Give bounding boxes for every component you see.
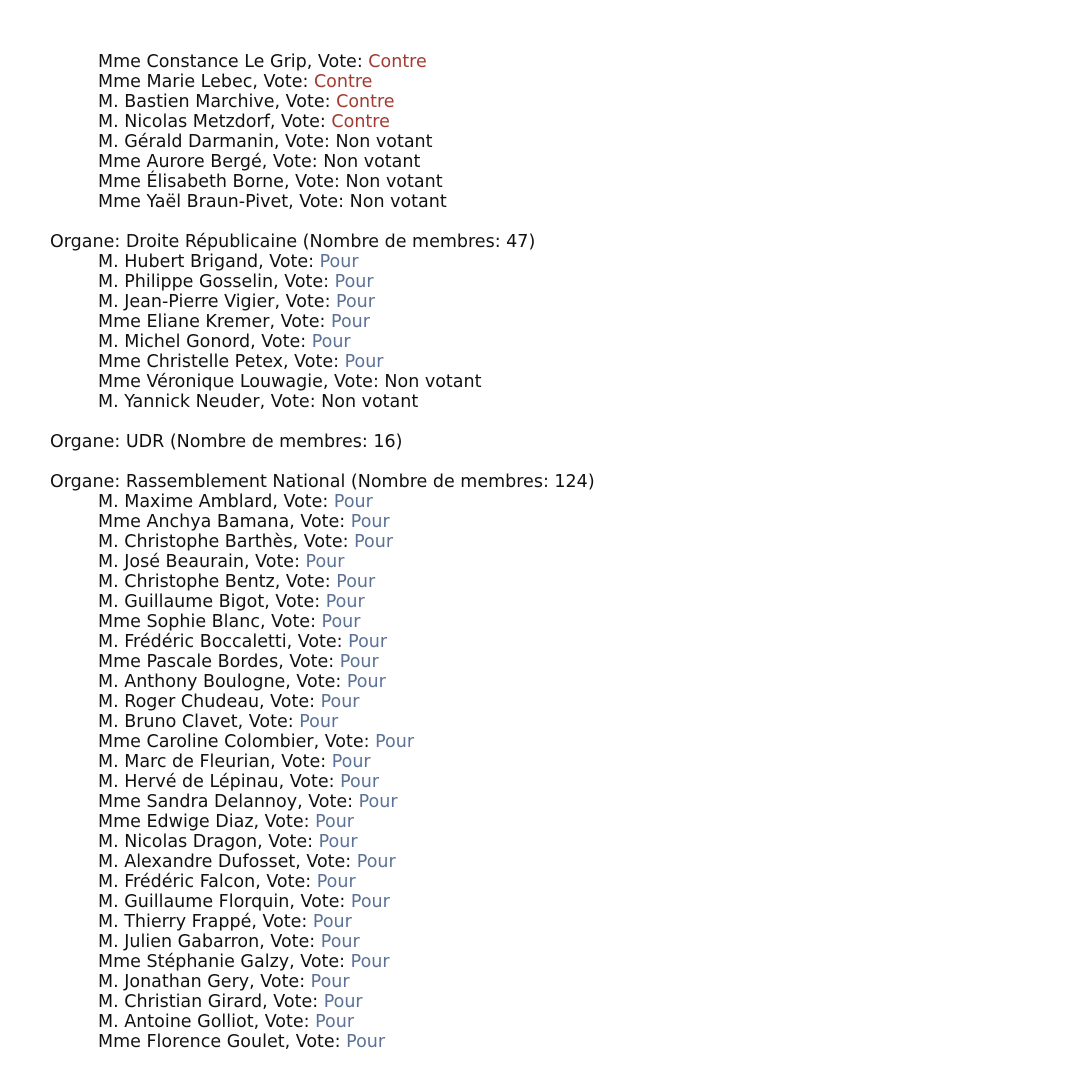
member-vote-row <box>0 372 1080 392</box>
vote-label: , Vote: <box>264 592 326 612</box>
vote-label: , Vote: <box>274 572 337 592</box>
vote-label: , Vote: <box>288 192 350 212</box>
vote-value: Pour <box>323 992 363 1012</box>
member-vote-row <box>0 872 1080 892</box>
vote-value: Pour <box>320 932 360 952</box>
member-name: M. Marc de Fleurian <box>98 752 271 772</box>
member-name: M. Guillaume Florquin <box>98 892 290 912</box>
member-vote-row <box>0 912 1080 932</box>
member-name: Mme Sandra Delannoy <box>98 792 298 812</box>
member-name: Mme Edwige Diaz <box>98 812 254 832</box>
vote-value: Pour <box>356 852 396 872</box>
member-name: M. Nicolas Dragon <box>98 832 258 852</box>
member-vote-row <box>0 852 1080 872</box>
member-vote-row <box>0 332 1080 352</box>
vote-label: , Vote: <box>283 352 345 372</box>
vote-value: Pour <box>315 812 354 832</box>
vote-label: , Vote: <box>251 912 313 932</box>
vote-value: Non votant <box>321 392 419 412</box>
vote-label: , Vote: <box>255 872 317 892</box>
member-name: M. Roger Chudeau <box>98 692 260 712</box>
member-vote-row <box>0 152 1080 172</box>
member-name: M. Bastien Marchive <box>98 92 275 112</box>
member-vote-row <box>0 732 1080 752</box>
member-name: M. Jean-Pierre Vigier <box>98 292 275 312</box>
member-vote-row <box>0 592 1080 612</box>
member-name: M. Thierry Frappé <box>98 912 252 932</box>
vote-value: Contre <box>313 72 373 92</box>
member-count-suffix: ) <box>587 472 595 492</box>
vote-value: Pour <box>318 832 358 852</box>
vote-label: , Vote: <box>249 972 311 992</box>
member-name: Mme Caroline Colombier <box>98 732 314 752</box>
member-name: M. Philippe Gosselin <box>98 272 274 292</box>
member-name: M. Nicolas Metzdorf <box>98 112 270 132</box>
vote-label: , Vote: <box>289 512 351 532</box>
member-vote-row <box>0 272 1080 292</box>
vote-value: Pour <box>340 772 380 792</box>
vote-label: , Vote: <box>306 52 369 72</box>
vote-value: Non votant <box>323 152 421 172</box>
member-vote-row <box>0 532 1080 552</box>
vote-value: Pour <box>331 312 370 332</box>
member-vote-row <box>0 832 1080 852</box>
member-name: Mme Pascale Bordes <box>98 652 279 672</box>
member-vote-row <box>0 192 1080 212</box>
organe-prefix: Organe: <box>50 232 126 252</box>
member-vote-row <box>0 512 1080 532</box>
vote-label: , Vote: <box>283 172 346 192</box>
organe-header <box>0 232 1080 252</box>
vote-value: Contre <box>331 112 390 132</box>
vote-label: , Vote: <box>259 392 322 412</box>
member-name: Mme Yaël Braun-Pivet <box>98 192 289 212</box>
organe-prefix: Organe: <box>50 472 126 492</box>
member-name: M. Christophe Bentz <box>98 572 275 592</box>
vote-label: , Vote: <box>272 492 334 512</box>
vote-value: Pour <box>346 672 386 692</box>
vote-value: Pour <box>358 792 398 812</box>
member-vote-row <box>0 652 1080 672</box>
vote-label: , Vote: <box>269 112 332 132</box>
member-vote-row <box>0 632 1080 652</box>
vote-value: Non votant <box>335 132 433 152</box>
member-name: Mme Aurore Bergé <box>98 152 262 172</box>
vote-value: Pour <box>320 692 360 712</box>
vote-label: , Vote: <box>289 952 351 972</box>
vote-value: Pour <box>336 292 375 312</box>
member-name: Mme Sophie Blanc <box>98 612 260 632</box>
member-name: M. Guillaume Bigot <box>98 592 265 612</box>
member-vote-row <box>0 892 1080 912</box>
vote-label: , Vote: <box>297 792 359 812</box>
vote-value: Pour <box>350 892 390 912</box>
member-vote-row <box>0 692 1080 712</box>
spacer <box>0 412 1080 432</box>
vote-label: , Vote: <box>259 692 321 712</box>
member-name: M. Alexandre Dufosset <box>98 852 296 872</box>
member-name: Mme Constance Le Grip <box>98 52 307 72</box>
member-vote-row <box>0 552 1080 572</box>
vote-value: Pour <box>315 1012 355 1032</box>
vote-value: Contre <box>368 52 427 72</box>
member-name: M. Christophe Barthès <box>98 532 293 552</box>
member-vote-row <box>0 752 1080 772</box>
member-vote-row <box>0 352 1080 372</box>
vote-value: Pour <box>336 572 376 592</box>
vote-label: , Vote: <box>269 312 332 332</box>
member-name: Mme Élisabeth Borne <box>98 172 284 192</box>
vote-value: Pour <box>354 532 394 552</box>
vote-label: , Vote: <box>261 152 324 172</box>
vote-label: , Vote: <box>295 852 357 872</box>
member-vote-row <box>0 992 1080 1012</box>
member-count: 16 <box>373 432 396 452</box>
vote-value: Pour <box>348 632 388 652</box>
organe-prefix: Organe: <box>50 432 126 452</box>
vote-label: , Vote: <box>289 892 351 912</box>
member-vote-row <box>0 672 1080 692</box>
organe-header <box>0 472 1080 492</box>
vote-value: Pour <box>350 512 390 532</box>
member-count-suffix: ) <box>528 232 536 252</box>
member-vote-row <box>0 572 1080 592</box>
member-vote-row <box>0 1012 1080 1032</box>
member-name: M. Hubert Brigand <box>98 252 259 272</box>
vote-label: , Vote: <box>258 252 320 272</box>
vote-value: Non votant <box>345 172 443 192</box>
vote-value: Pour <box>311 332 351 352</box>
vote-label: , Vote: <box>274 92 337 112</box>
member-vote-row <box>0 292 1080 312</box>
member-name: Mme Florence Goulet <box>98 1032 285 1052</box>
vote-value: Contre <box>336 92 395 112</box>
member-name: M. Jonathan Gery <box>98 972 250 992</box>
vote-value: Pour <box>305 552 345 572</box>
vote-value: Pour <box>321 612 361 632</box>
vote-value: Pour <box>375 732 415 752</box>
member-vote-row <box>0 932 1080 952</box>
vote-label: , Vote: <box>292 532 355 552</box>
vote-value: Pour <box>350 952 390 972</box>
member-vote-row <box>0 972 1080 992</box>
vote-label: , Vote: <box>259 932 321 952</box>
member-name: M. Michel Gonord <box>98 332 251 352</box>
vote-label: , Vote: <box>273 132 336 152</box>
organe-name: Rassemblement National <box>125 472 346 492</box>
member-count-prefix: (Nombre de membres: <box>164 432 374 452</box>
vote-label: , Vote: <box>252 72 314 92</box>
vote-label: , Vote: <box>278 652 340 672</box>
member-name: M. Gérald Darmanin <box>98 132 274 152</box>
vote-label: , Vote: <box>278 772 341 792</box>
vote-value: Pour <box>334 272 374 292</box>
vote-label: , Vote: <box>244 552 306 572</box>
member-name: M. Anthony Boulogne <box>98 672 286 692</box>
organe-header <box>0 432 1080 452</box>
vote-label: , Vote: <box>285 672 347 692</box>
member-vote-row <box>0 72 1080 92</box>
member-vote-row <box>0 172 1080 192</box>
vote-label: , Vote: <box>262 992 324 1012</box>
member-name: Mme Anchya Bamana <box>98 512 290 532</box>
member-vote-row <box>0 112 1080 132</box>
member-name: Mme Véronique Louwagie <box>98 372 323 392</box>
spacer <box>0 212 1080 232</box>
spacer <box>0 452 1080 472</box>
vote-value: Pour <box>325 592 365 612</box>
vote-value: Pour <box>344 352 384 372</box>
vote-document <box>0 52 1080 1052</box>
vote-value: Pour <box>310 972 350 992</box>
member-vote-row <box>0 52 1080 72</box>
member-count: 124 <box>554 472 588 492</box>
member-vote-row <box>0 792 1080 812</box>
vote-value: Non votant <box>349 192 447 212</box>
vote-label: , Vote: <box>257 832 319 852</box>
vote-label: , Vote: <box>313 732 376 752</box>
vote-label: , Vote: <box>253 1012 316 1032</box>
vote-value: Pour <box>312 912 352 932</box>
member-count-prefix: (Nombre de membres: <box>345 472 555 492</box>
vote-value: Pour <box>299 712 339 732</box>
member-vote-row <box>0 92 1080 112</box>
member-count-prefix: (Nombre de membres: <box>297 232 507 252</box>
vote-label: , Vote: <box>274 292 337 312</box>
member-name: M. Frédéric Falcon <box>98 872 256 892</box>
member-name: M. Yannick Neuder <box>98 392 260 412</box>
vote-label: , Vote: <box>250 332 312 352</box>
member-vote-row <box>0 312 1080 332</box>
member-name: M. Christian Girard <box>98 992 263 1012</box>
member-vote-row <box>0 712 1080 732</box>
member-vote-row <box>0 612 1080 632</box>
vote-value: Pour <box>339 652 379 672</box>
organe-name: UDR <box>125 432 165 452</box>
vote-label: , Vote: <box>237 712 300 732</box>
member-name: M. Frédéric Boccaletti <box>98 632 287 652</box>
member-vote-row <box>0 492 1080 512</box>
vote-label: , Vote: <box>284 1032 347 1052</box>
vote-value: Pour <box>331 752 371 772</box>
vote-value: Non votant <box>384 372 482 392</box>
member-vote-row <box>0 952 1080 972</box>
member-name: M. Maxime Amblard <box>98 492 273 512</box>
member-name: M. Hervé de Lépinau <box>98 772 279 792</box>
member-vote-row <box>0 812 1080 832</box>
member-name: Mme Stéphanie Galzy <box>98 952 290 972</box>
vote-value: Pour <box>333 492 373 512</box>
member-vote-row <box>0 1032 1080 1052</box>
member-vote-row <box>0 772 1080 792</box>
member-name: Mme Eliane Kremer <box>98 312 270 332</box>
member-name: M. Julien Gabarron <box>98 932 260 952</box>
vote-value: Pour <box>316 872 356 892</box>
vote-label: , Vote: <box>260 612 322 632</box>
member-vote-row <box>0 252 1080 272</box>
member-name: M. Bruno Clavet <box>98 712 238 732</box>
member-name: M. José Beaurain <box>98 552 244 572</box>
member-vote-row <box>0 132 1080 152</box>
member-vote-row <box>0 392 1080 412</box>
member-name: M. Antoine Golliot <box>98 1012 254 1032</box>
vote-label: , Vote: <box>253 812 316 832</box>
vote-label: , Vote: <box>322 372 385 392</box>
vote-label: , Vote: <box>273 272 335 292</box>
organe-name: Droite Républicaine <box>125 232 298 252</box>
vote-label: , Vote: <box>270 752 332 772</box>
member-name: Mme Marie Lebec <box>98 72 253 92</box>
member-name: Mme Christelle Petex <box>98 352 284 372</box>
vote-value: Pour <box>319 252 359 272</box>
vote-value: Pour <box>346 1032 386 1052</box>
vote-label: , Vote: <box>286 632 349 652</box>
member-count-suffix: ) <box>395 432 403 452</box>
member-count: 47 <box>506 232 529 252</box>
